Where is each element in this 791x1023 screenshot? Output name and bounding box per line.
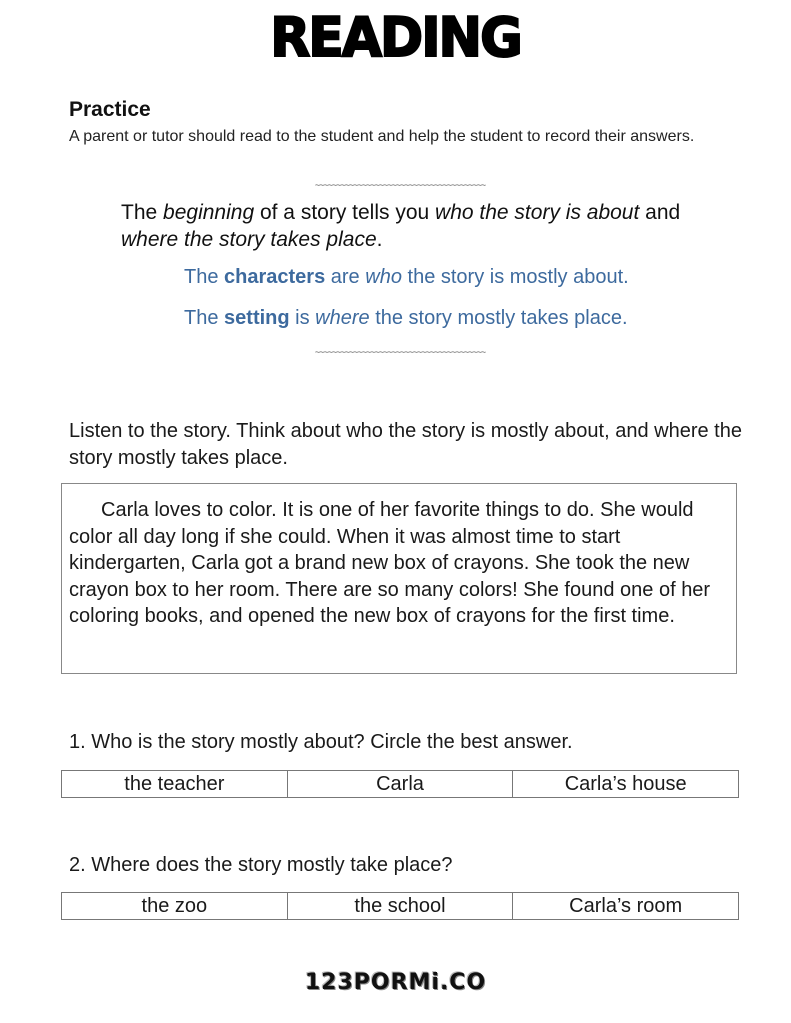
practice-instructions: A parent or tutor should read to the student and help the student to record their answers.: [69, 128, 695, 145]
emphasis-where: where the story takes place: [121, 228, 377, 251]
tilde-separator-bottom: ~~~~~~~~~~~~~~~~~~~~~~~~~~~~~~~~~~~~~~~~: [314, 347, 486, 357]
text: are: [325, 266, 366, 288]
answer-option[interactable]: the teacher: [124, 773, 225, 795]
definition-intro: [121, 199, 731, 253]
story-text: Carla loves to color. It is one of her favorite things to do. She would color all day long if she could. When it was almost time to start kindergarten, Carla got a brand new box of crayons. She took the new crayon box to her room. There are so many colors! She found one of her coloring books, and opened the new box of crayons for the first time.: [69, 499, 711, 627]
emphasis-who: who the story is about: [435, 201, 640, 224]
text: the story is mostly about.: [401, 266, 629, 288]
answer-option[interactable]: Carla’s room: [512, 893, 738, 919]
emphasis-beginning: beginning: [163, 201, 255, 224]
answer-option[interactable]: Carla: [287, 771, 513, 797]
setting-definition: [184, 307, 628, 330]
text: and: [639, 201, 681, 224]
text: The: [184, 307, 225, 329]
text: of a story tells you: [254, 201, 436, 224]
question-2: 2. Where does the story mostly take place?: [69, 854, 453, 876]
text: the story mostly takes place.: [369, 307, 628, 329]
text: The: [184, 266, 225, 288]
answer-option[interactable]: the school: [287, 893, 513, 919]
question-1: 1. Who is the story mostly about? Circle the best answer.: [69, 731, 573, 753]
text: is: [289, 307, 316, 329]
answer-option[interactable]: the zoo: [141, 895, 208, 917]
term-characters: characters: [224, 266, 326, 288]
story-box: [61, 483, 737, 674]
emphasis-where: where: [315, 307, 370, 329]
characters-definition: [184, 266, 629, 289]
text: The: [121, 201, 164, 224]
practice-heading: Practice: [69, 98, 151, 121]
page-title: READING: [270, 6, 521, 70]
footer-brand-logo: 123PORMi.CO: [304, 970, 487, 995]
answer-options-1: [61, 770, 739, 798]
tilde-separator-top: ~~~~~~~~~~~~~~~~~~~~~~~~~~~~~~~~~~~~~~~~: [314, 180, 486, 190]
answer-options-2: [61, 892, 739, 920]
text: .: [376, 228, 383, 251]
answer-option[interactable]: Carla’s house: [512, 771, 738, 797]
emphasis-who: who: [365, 266, 402, 288]
listen-instruction: Listen to the story. Think about who the story is mostly about, and where the story mostly takes place.: [69, 420, 742, 469]
term-setting: setting: [224, 307, 290, 329]
